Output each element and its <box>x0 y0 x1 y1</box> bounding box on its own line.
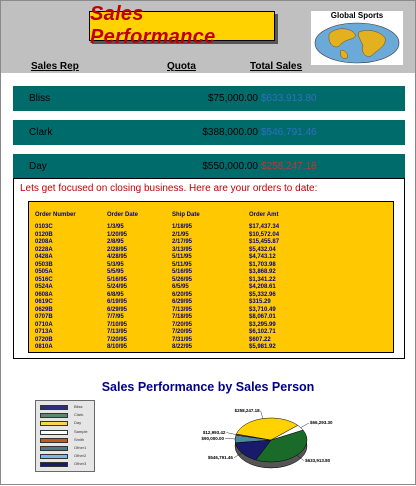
legend-label: Other1 <box>74 445 86 450</box>
legend-label: Clark <box>74 412 83 417</box>
order-cell: 5/26/95 <box>172 277 192 284</box>
legend-item <box>40 404 94 411</box>
pie-leader-line <box>226 433 236 435</box>
order-cell: 0707B <box>35 314 53 321</box>
pie-value-label: $12,993.42 <box>203 430 226 435</box>
order-cell: 0629B <box>35 307 53 314</box>
pie-chart <box>201 403 413 481</box>
order-cell: $10,572.04 <box>249 232 279 239</box>
legend-swatch <box>40 462 68 467</box>
order-cell: 4/28/95 <box>107 254 127 261</box>
order-cell: 0103C <box>35 224 53 231</box>
orders-col-order-number: Order Number <box>35 212 76 218</box>
order-row <box>29 322 393 329</box>
logo-text: Global Sports <box>311 11 403 20</box>
order-cell: 6/20/95 <box>172 292 192 299</box>
orders-panel <box>13 178 405 359</box>
chart-legend <box>35 400 95 472</box>
rep-name: Day <box>29 161 47 172</box>
order-cell: 1/3/95 <box>107 224 124 231</box>
order-cell: $6,102.71 <box>249 329 276 336</box>
legend-label: Other2 <box>74 453 86 458</box>
pie-value-label: $633,913.80 <box>305 458 330 463</box>
order-cell: 0120B <box>35 232 53 239</box>
order-cell: 6/5/95 <box>172 284 189 291</box>
legend-label: Other3 <box>74 461 86 466</box>
orders-col-order-date: Order Date <box>107 212 138 218</box>
order-cell: 5/5/95 <box>107 269 124 276</box>
order-row <box>29 329 393 336</box>
order-row <box>29 232 393 239</box>
order-cell: 6/29/95 <box>172 299 192 306</box>
order-cell: $1,703.98 <box>249 262 276 269</box>
order-cell: 2/1/95 <box>172 232 189 239</box>
legend-item <box>40 420 94 427</box>
order-cell: 0208A <box>35 239 53 246</box>
order-cell: $3,868.92 <box>249 269 276 276</box>
order-cell: 2/8/95 <box>107 239 124 246</box>
legend-swatch <box>40 413 68 418</box>
report-title-box <box>89 11 275 41</box>
order-cell: $4,743.12 <box>249 254 276 261</box>
order-cell: 5/3/95 <box>107 262 124 269</box>
rep-quota: $75,000.00 <box>148 93 258 104</box>
rep-row <box>13 86 405 111</box>
legend-item <box>40 453 94 460</box>
order-cell: 0720B <box>35 337 53 344</box>
legend-item <box>40 461 94 468</box>
order-cell: $1,341.22 <box>249 277 276 284</box>
order-cell: 0810A <box>35 344 53 351</box>
order-cell: 0710A <box>35 322 53 329</box>
legend-swatch <box>40 405 68 410</box>
order-cell: 2/28/95 <box>107 247 127 254</box>
legend-swatch <box>40 421 68 426</box>
order-cell: 7/18/95 <box>172 314 192 321</box>
pie-leader-line <box>261 411 263 419</box>
order-cell: $5,981.92 <box>249 344 276 351</box>
order-cell: 0619C <box>35 299 53 306</box>
order-cell: 0608A <box>35 292 53 299</box>
rep-name: Clark <box>29 127 52 138</box>
orders-col-order-amt: Order Amt <box>249 212 278 218</box>
rep-row <box>13 120 405 145</box>
col-header-sales-rep: Sales Rep <box>31 61 79 72</box>
legend-swatch <box>40 454 68 459</box>
orders-col-ship-date: Ship Date <box>172 212 200 218</box>
order-row <box>29 314 393 321</box>
order-cell: 7/20/95 <box>172 322 192 329</box>
rep-name: Bliss <box>29 93 50 104</box>
order-cell: 5/16/95 <box>172 269 192 276</box>
legend-swatch <box>40 430 68 435</box>
order-row <box>29 277 393 284</box>
order-cell: 7/10/95 <box>107 322 127 329</box>
order-cell: 7/20/95 <box>107 337 127 344</box>
order-cell: 0428A <box>35 254 53 261</box>
order-cell: 7/20/95 <box>172 329 192 336</box>
order-row <box>29 254 393 261</box>
col-header-quota: Quota <box>167 61 196 72</box>
order-cell: $8,067.01 <box>249 314 276 321</box>
legend-item <box>40 445 94 452</box>
rep-quota: $388,000.00 <box>148 127 258 138</box>
global-sports-logo <box>311 11 403 65</box>
order-cell: 3/13/95 <box>172 247 192 254</box>
order-cell: 0228A <box>35 247 53 254</box>
rep-quota: $550,000.00 <box>148 161 258 172</box>
rep-total: $258,247.18 <box>261 161 317 172</box>
legend-label: Bliss <box>74 404 82 409</box>
order-cell: 7/7/95 <box>107 314 124 321</box>
pie-chart-svg <box>201 403 413 481</box>
order-cell: 5/16/95 <box>107 277 127 284</box>
pie-value-label: $258,247.18 <box>235 408 260 413</box>
legend-item <box>40 429 94 436</box>
order-cell: 0516C <box>35 277 53 284</box>
legend-item <box>40 412 94 419</box>
orders-table-header <box>29 212 393 222</box>
order-cell: 7/13/95 <box>172 307 192 314</box>
legend-item <box>40 437 94 444</box>
order-cell: $3,295.99 <box>249 322 276 329</box>
pie-value-label: $90,000.00 <box>202 436 225 441</box>
order-cell: $315.29 <box>249 299 271 306</box>
legend-label: Day <box>74 420 81 425</box>
legend-label: Smith <box>74 437 84 442</box>
order-cell: 5/11/95 <box>172 254 192 261</box>
order-cell: 0713A <box>35 329 53 336</box>
rep-row <box>13 154 405 179</box>
chart-title: Sales Performance by Sales Person <box>1 380 415 394</box>
report-header <box>1 1 415 73</box>
globe-icon <box>311 20 403 65</box>
order-cell: 6/29/95 <box>107 307 127 314</box>
order-cell: 6/19/95 <box>107 299 127 306</box>
order-row <box>29 224 393 231</box>
order-row <box>29 344 393 351</box>
order-cell: 1/18/95 <box>172 224 192 231</box>
order-row <box>29 262 393 269</box>
order-cell: $607.22 <box>249 337 271 344</box>
legend-swatch <box>40 438 68 443</box>
order-cell: $3,710.49 <box>249 307 276 314</box>
order-cell: $15,455.87 <box>249 239 279 246</box>
order-cell: 0505A <box>35 269 53 276</box>
pie-value-label: $546,791.46 <box>208 455 233 460</box>
order-cell: 5/11/95 <box>172 262 192 269</box>
order-row <box>29 292 393 299</box>
order-row <box>29 299 393 306</box>
order-cell: $5,332.96 <box>249 292 276 299</box>
order-cell: $5,432.04 <box>249 247 276 254</box>
order-cell: $4,208.61 <box>249 284 276 291</box>
order-row <box>29 337 393 344</box>
order-cell: 0503B <box>35 262 53 269</box>
order-cell: 2/17/95 <box>172 239 192 246</box>
order-cell: 5/24/95 <box>107 284 127 291</box>
order-row <box>29 239 393 246</box>
order-cell: 1/20/95 <box>107 232 127 239</box>
order-cell: 7/31/95 <box>172 337 192 344</box>
rep-total: $546,791.46 <box>261 127 317 138</box>
report-title: Sales Performance <box>90 3 274 49</box>
order-row <box>29 307 393 314</box>
order-cell: 8/10/95 <box>107 344 127 351</box>
order-row <box>29 284 393 291</box>
order-cell: 0524A <box>35 284 53 291</box>
col-header-total-sales: Total Sales <box>250 61 302 72</box>
orders-intro-text: Lets get focused on closing business. Here are your orders to date: <box>20 183 317 194</box>
pie-value-label: $66,293.30 <box>310 420 333 425</box>
legend-swatch <box>40 446 68 451</box>
orders-table <box>28 201 394 353</box>
order-row <box>29 247 393 254</box>
order-cell: 7/13/95 <box>107 329 127 336</box>
pie-leader-line <box>301 423 309 428</box>
order-row <box>29 269 393 276</box>
legend-label: Sample <box>74 429 88 434</box>
order-cell: $17,437.34 <box>249 224 279 231</box>
order-cell: 8/22/95 <box>172 344 192 351</box>
rep-total: $633,913.80 <box>261 93 317 104</box>
order-cell: 6/8/95 <box>107 292 124 299</box>
